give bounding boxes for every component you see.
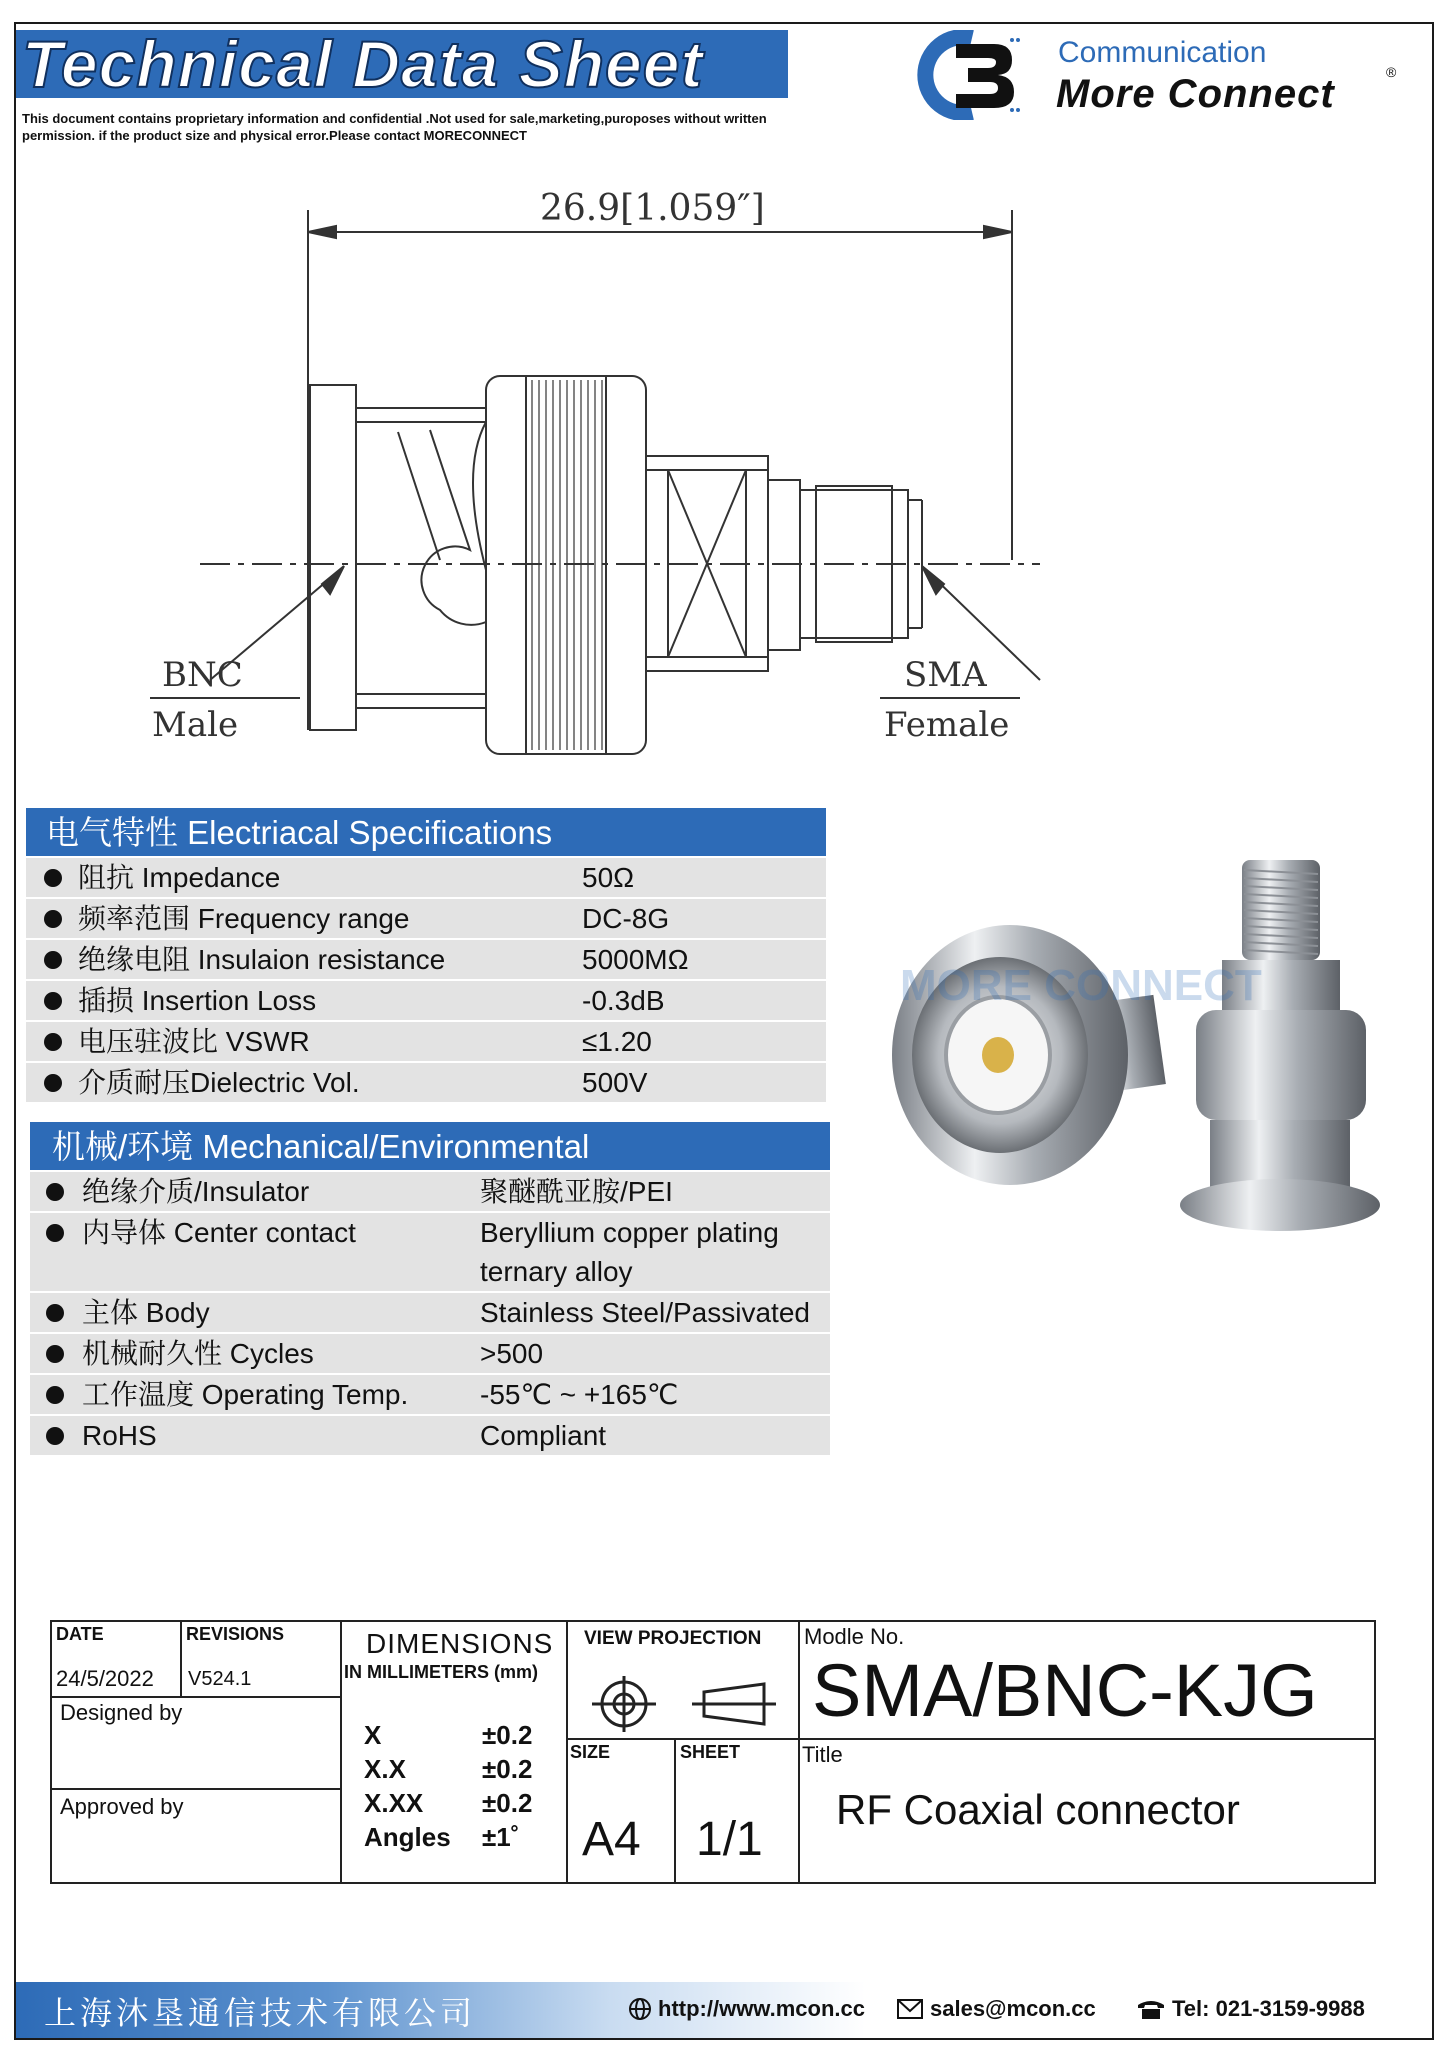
globe-icon [628, 1997, 652, 2021]
connector-drawing [140, 170, 1100, 770]
sheet-label: SHEET [680, 1742, 741, 1762]
revisions-label: REVISIONS [186, 1624, 285, 1644]
title-label: Title [802, 1742, 843, 1767]
revision-value: V524.1 [188, 1668, 252, 1690]
spec-value: Compliant [480, 1420, 607, 1451]
title-block [50, 1620, 1376, 1884]
overall-length-dimension: 26.9[1.059″] [540, 188, 765, 229]
tolerance-key: X [364, 1720, 382, 1750]
spec-value: 聚醚酰亚胺/PEI [480, 1176, 673, 1207]
sheet-value: 1/1 [696, 1813, 763, 1866]
bullet-icon [44, 1074, 62, 1092]
spec-label: RoHS [82, 1420, 157, 1451]
bnc-label: BNC [162, 655, 243, 695]
spec-label: 介质耐压Dielectric Vol. [78, 1067, 360, 1098]
tolerance-value: ±1˚ [482, 1822, 520, 1852]
designed-by-label: Designed by [60, 1700, 183, 1725]
spec-value: 5000MΩ [582, 944, 689, 975]
document-title: Technical Data Sheet [22, 27, 704, 101]
website[interactable] [628, 1996, 865, 2022]
spec-label: 绝缘电阻 Insulaion resistance [78, 944, 446, 975]
product-title: RF Coaxial connector [836, 1786, 1240, 1833]
view-projection-label: VIEW PROJECTION [584, 1628, 762, 1649]
footer-bar [16, 1982, 1432, 2038]
units-label: IN MILLIMETERS (mm) [344, 1662, 538, 1682]
logo-brand-text: More Connect [1056, 72, 1335, 116]
spec-row [26, 1020, 826, 1061]
photo-watermark: MORE CONNECT [900, 961, 1262, 1010]
company-logo-icon [912, 30, 1032, 120]
projection-symbol-icon [584, 1674, 784, 1734]
company-name: 上海沐垦通信技术有限公司 [44, 1994, 477, 2032]
bullet-icon [46, 1345, 64, 1363]
tolerance-key: Angles [364, 1822, 451, 1852]
tolerance-key: X.XX [364, 1788, 424, 1818]
approved-by-label: Approved by [60, 1794, 184, 1819]
spec-value: Beryllium copper plating [480, 1217, 779, 1248]
date-label: DATE [56, 1624, 104, 1644]
model-label: Modle No. [804, 1624, 905, 1649]
spec-row [30, 1414, 830, 1455]
spec-row [26, 938, 826, 979]
spec-row [30, 1332, 830, 1373]
spec-row [26, 979, 826, 1020]
spec-value: >500 [480, 1338, 544, 1369]
spec-value: Stainless Steel/Passivated [480, 1297, 810, 1328]
bullet-icon [44, 1033, 62, 1051]
female-label: Female [884, 705, 1010, 745]
spec-value: 500V [582, 1067, 648, 1098]
spec-row [26, 856, 826, 897]
spec-label: 阻抗 Impedance [78, 862, 281, 893]
title-band [16, 27, 788, 101]
spec-label: 插损 Insertion Loss [78, 985, 317, 1016]
spec-label: 频率范围 Frequency range [78, 903, 410, 934]
electrical-heading: 电气特性 Electriacal Specifications [26, 808, 826, 856]
spec-row [26, 1061, 826, 1102]
spec-value: ≤1.20 [582, 1026, 652, 1057]
tolerance-value: ±0.2 [482, 1720, 533, 1750]
telephone-number: Tel: 021-3159-9988 [1172, 1996, 1365, 2021]
email[interactable] [896, 1996, 1096, 2022]
spec-label: 机械耐久性 Cycles [82, 1338, 314, 1369]
email-address[interactable]: sales@mcon.cc [930, 1996, 1096, 2021]
tolerance-value: ±0.2 [482, 1788, 533, 1818]
bullet-icon [46, 1224, 64, 1242]
sma-label: SMA [904, 655, 987, 695]
bullet-icon [44, 992, 62, 1010]
spec-row [30, 1170, 830, 1211]
spec-value: -55℃ ~ +165℃ [480, 1379, 679, 1410]
spec-value: DC-8G [582, 903, 670, 934]
tolerance-key: X.X [364, 1754, 406, 1784]
phone-icon [1136, 1997, 1166, 2021]
website-url[interactable]: http://www.mcon.cc [658, 1996, 865, 2021]
dimensions-label: DIMENSIONS [366, 1628, 554, 1659]
disclaimer-text: This document contains proprietary information and confidential .Not used for sale,marketing,puroposes without written permission. if the product size and physical error.Please contact MORECONNECT [22, 111, 767, 143]
spec-row [30, 1211, 830, 1291]
model-number: SMA/BNC-KJG [812, 1649, 1318, 1732]
size-value: A4 [582, 1813, 641, 1866]
logo-communication-text: Communication [1058, 36, 1267, 69]
spec-label: 主体 Body [82, 1297, 210, 1328]
bullet-icon [44, 951, 62, 969]
spec-label: 内导体 Center contact [82, 1217, 356, 1248]
spec-value: -0.3dB [582, 985, 665, 1016]
bullet-icon [46, 1304, 64, 1322]
bullet-icon [46, 1427, 64, 1445]
spec-row [30, 1373, 830, 1414]
mechanical-heading: 机械/环境 Mechanical/Environmental [30, 1122, 830, 1170]
bullet-icon [44, 869, 62, 887]
envelope-icon [896, 1998, 924, 2020]
electrical-specifications [26, 808, 826, 1102]
spec-row [26, 897, 826, 938]
product-photo [830, 830, 1430, 1250]
spec-value-continued: ternary alloy [480, 1256, 633, 1287]
spec-label: 电压驻波比 VSWR [78, 1026, 310, 1057]
spec-value: 50Ω [582, 862, 635, 893]
registered-mark: ® [1386, 64, 1397, 80]
size-label: SIZE [570, 1742, 611, 1762]
tolerance-value: ±0.2 [482, 1754, 533, 1784]
spec-label: 工作温度 Operating Temp. [82, 1379, 409, 1410]
date-value: 24/5/2022 [56, 1666, 154, 1691]
telephone [1136, 1996, 1365, 2022]
mechanical-specifications [30, 1122, 830, 1455]
spec-label: 绝缘介质/Insulator [82, 1176, 310, 1207]
male-label: Male [152, 705, 239, 745]
bullet-icon [46, 1386, 64, 1404]
bullet-icon [44, 910, 62, 928]
bullet-icon [46, 1183, 64, 1201]
spec-row [30, 1291, 830, 1332]
